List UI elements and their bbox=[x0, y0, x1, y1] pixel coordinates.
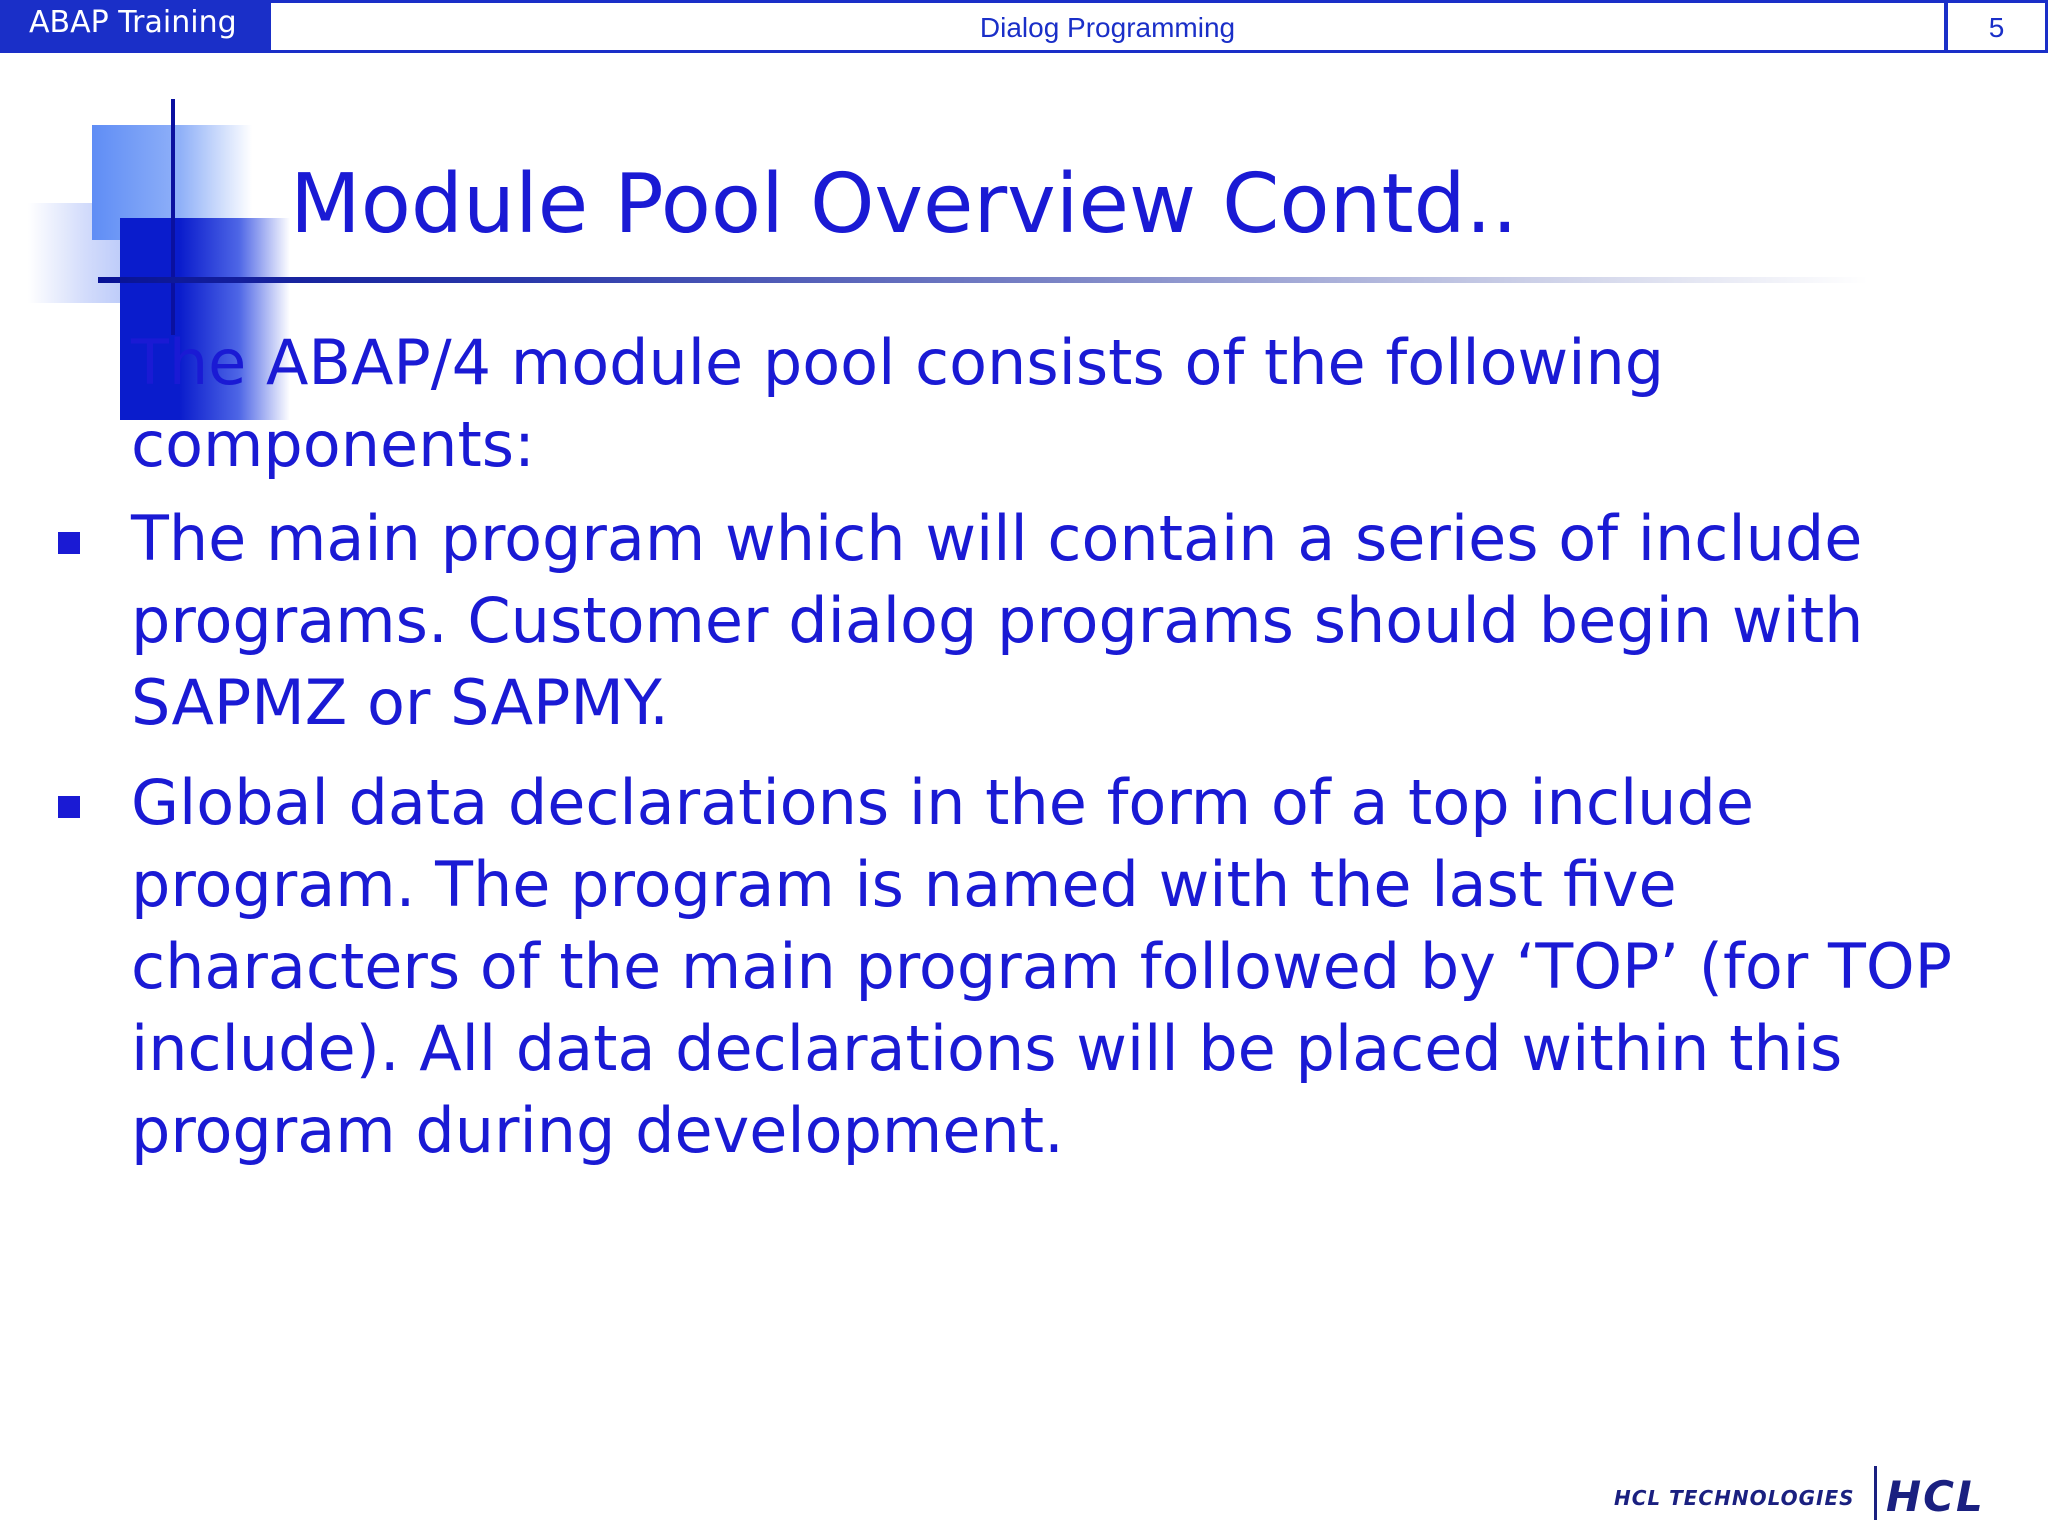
course-label: ABAP Training bbox=[0, 0, 268, 53]
bullet-list bbox=[131, 498, 2011, 1172]
square-bullet-icon bbox=[58, 796, 80, 818]
logo-text: HCL TECHNOLOGIES bbox=[1614, 1486, 1855, 1510]
title-decoration bbox=[0, 95, 320, 335]
slide-title: Module Pool Overview Contd.. bbox=[290, 157, 1518, 252]
topic-label: Dialog Programming bbox=[268, 0, 1947, 53]
page-number: 5 bbox=[1945, 0, 2048, 53]
square-bullet-icon bbox=[58, 532, 80, 554]
bullet-text: The main program which will contain a series of include programs. Customer dialog programs should begin with SAPMZ or SAPMY. bbox=[131, 502, 1864, 739]
bullet-item bbox=[131, 762, 2011, 1172]
decoration-vertical-line bbox=[171, 99, 175, 335]
logo-divider bbox=[1874, 1466, 1877, 1520]
header-bar bbox=[0, 0, 2048, 53]
bullet-text: Global data declarations in the form of a top include program. The program is named with the last five characters of the main program followed by ‘TOP’ (for TOP include). All data declarations will be placed within this program during development. bbox=[131, 766, 1953, 1167]
logo-mark: HCL bbox=[1886, 1472, 1985, 1521]
hcl-logo bbox=[1610, 1462, 2030, 1522]
title-underline bbox=[98, 277, 1868, 283]
bullet-item bbox=[131, 498, 2011, 744]
intro-paragraph: The ABAP/4 module pool consists of the following components: bbox=[131, 326, 1665, 481]
slide-body bbox=[131, 322, 2011, 1190]
